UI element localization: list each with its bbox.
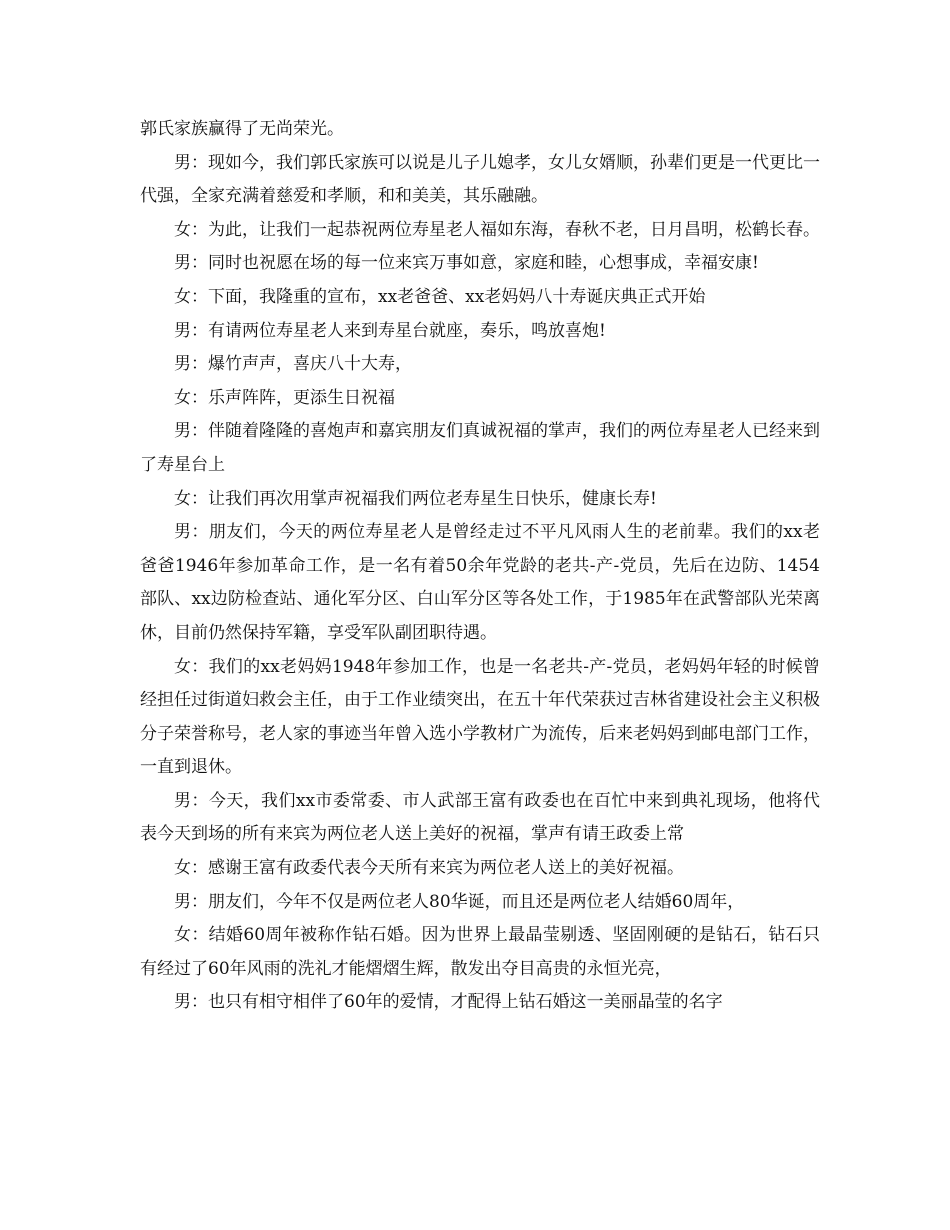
paragraph: 女：下面，我隆重的宣布，xx老爸爸、xx老妈妈八十寿诞庆典正式开始: [174, 286, 706, 307]
paragraph: 男：现如今，我们郭氏家族可以说是儿子儿媳孝，女儿女婿顺，孙辈们更是一代更比一代强，全家充满着慈爱和孝顺，和和美美，其乐融融。: [140, 152, 820, 207]
paragraph: 男：有请两位寿星老人来到寿星台就座，奏乐，鸣放喜炮!: [174, 320, 606, 341]
paragraph: 女：感谢王富有政委代表今天所有来宾为两位老人送上的美好祝福。: [174, 858, 684, 879]
paragraph: 女：我们的xx老妈妈1948年参加工作，也是一名老共-产-党员，老妈妈年轻的时候曾经担任过街道妇救会主任，由于工作业绩突出，在五十年代荣获过吉林省建设社会主义积极分子荣誉称号，老人家的事迹当年曾入选小学教材广为流传，后来老妈妈到邮电部门工作，一直到退休。: [140, 656, 820, 778]
paragraph: 男：也只有相守相伴了60年的爱情，才配得上钻石婚这一美丽晶莹的名字: [174, 992, 723, 1013]
paragraph: 女：乐声阵阵，更添生日祝福: [174, 387, 395, 408]
paragraph: 男：同时也祝愿在场的每一位来宾万事如意，家庭和睦，心想事成，幸福安康!: [174, 253, 759, 274]
paragraph: 女：结婚60周年被称作钻石婚。因为世界上最晶莹剔透、坚固刚硬的是钻石，钻石只有经过了60年风雨的洗礼才能熠熠生辉，散发出夺目高贵的永恒光亮，: [140, 925, 820, 979]
paragraph: 男：爆竹声声，喜庆八十大寿，: [174, 354, 412, 375]
document-body: [140, 113, 820, 1020]
paragraph: 女：让我们再次用掌声祝福我们两位老寿星生日快乐，健康长寿!: [174, 488, 657, 509]
paragraph: 男：朋友们，今天的两位寿星老人是曾经走过不平凡风雨人生的老前辈。我们的xx老爸爸1946年参加革命工作，是一名有着50余年党龄的老共-产-党员，先后在边防、1454部队、xx边防检查站、通化军分区、白山军分区等各处工作，于1985年在武警部队光荣离休，目前仍然保持军籍，享受军队副团职待遇。: [140, 522, 820, 643]
paragraph: 女：为此，让我们一起恭祝两位寿星老人福如东海，春秋不老，日月昌明，松鹤长春。: [174, 219, 820, 240]
paragraph: 男：今天，我们xx市委常委、市人武部王富有政委也在百忙中来到典礼现场，他将代表今天到场的所有来宾为两位老人送上美好的祝福，掌声有请王政委上常: [140, 790, 820, 845]
paragraph: 男：伴随着隆隆的喜炮声和嘉宾朋友们真诚祝福的掌声，我们的两位寿星老人已经来到了寿星台上: [140, 421, 820, 475]
paragraph: 郭氏家族赢得了无尚荣光。: [140, 119, 344, 139]
paragraph: 男：朋友们，今年不仅是两位老人80华诞，而且还是两位老人结婚60周年，: [174, 891, 745, 912]
